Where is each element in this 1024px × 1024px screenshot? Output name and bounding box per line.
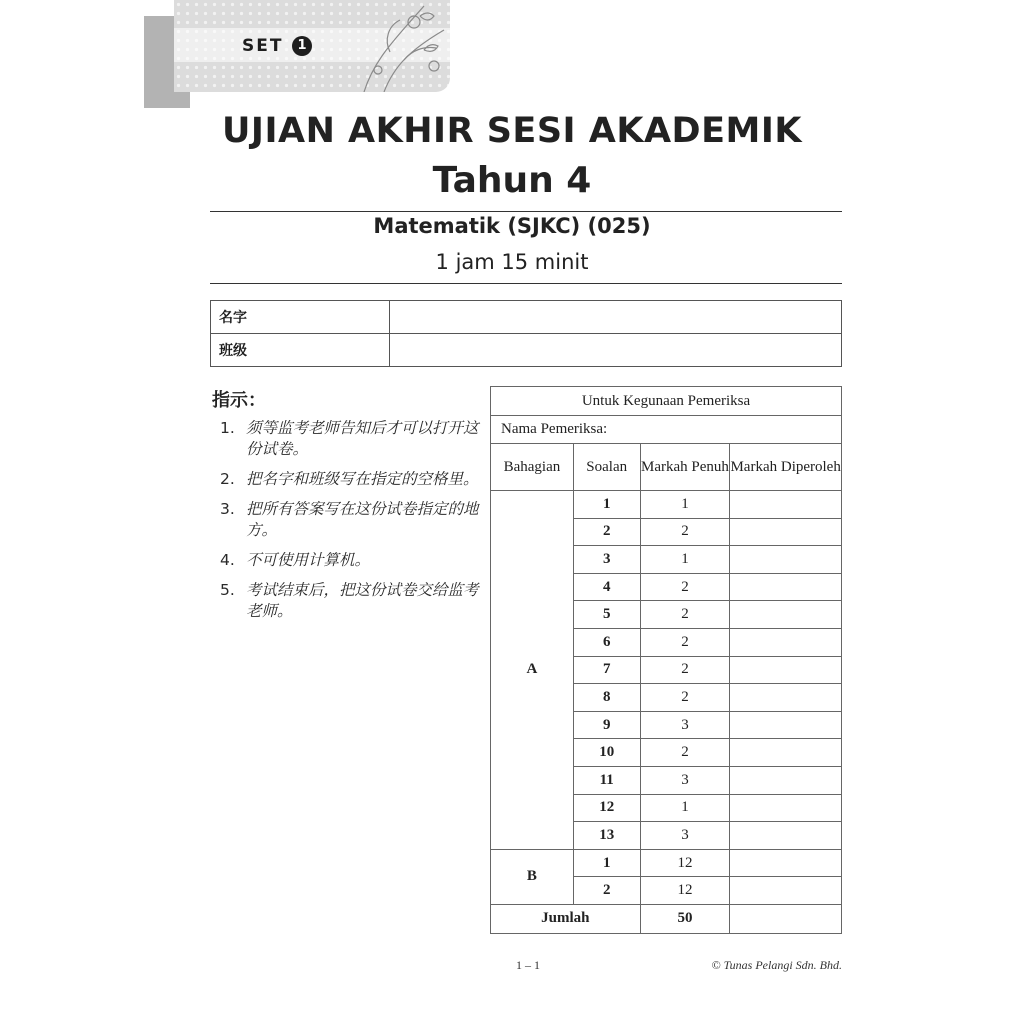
question-number: 8	[573, 684, 640, 712]
obtained-marks-cell[interactable]	[730, 684, 842, 712]
page-number: 1 – 1	[516, 958, 540, 972]
obtained-marks-cell[interactable]	[730, 491, 842, 519]
question-number: 9	[573, 711, 640, 739]
examiner-name-label: Nama Pemeriksa:	[491, 416, 842, 444]
instruction-item: 2. 把名字和班级写在指定的空格里。	[220, 470, 479, 488]
question-number: 13	[573, 822, 640, 850]
total-marks: 50	[640, 904, 730, 933]
instruction-item: 5. 考试结束后，把这份试卷交给监考老师。	[220, 581, 479, 620]
instructions-list	[220, 418, 482, 631]
question-number: 3	[573, 546, 640, 574]
full-marks-cell: 2	[640, 573, 730, 601]
set-banner	[174, 0, 450, 92]
obtained-marks-cell[interactable]	[730, 601, 842, 629]
student-info-table	[210, 300, 842, 367]
obtained-marks-cell[interactable]	[730, 656, 842, 684]
obtained-marks-cell[interactable]	[730, 518, 842, 546]
section-b-label: B	[491, 849, 574, 904]
question-number: 10	[573, 739, 640, 767]
class-label: 班级	[211, 334, 390, 367]
instruction-item: 4. 不可使用计算机。	[220, 551, 371, 569]
question-number: 2	[573, 518, 640, 546]
full-marks-cell: 3	[640, 822, 730, 850]
header-full-marks: Markah Penuh	[640, 444, 730, 491]
floral-ornament-icon	[354, 0, 450, 92]
full-marks-cell: 2	[640, 684, 730, 712]
full-marks-cell: 2	[640, 628, 730, 656]
total-obtained-cell[interactable]	[730, 904, 842, 933]
table-row	[491, 849, 842, 877]
full-marks-cell: 12	[640, 877, 730, 905]
question-number: 5	[573, 601, 640, 629]
divider-bottom	[210, 283, 842, 284]
obtained-marks-cell[interactable]	[730, 822, 842, 850]
question-number: 1	[573, 849, 640, 877]
obtained-marks-cell[interactable]	[730, 546, 842, 574]
full-marks-cell: 12	[640, 849, 730, 877]
total-label: Jumlah	[491, 904, 641, 933]
obtained-marks-cell[interactable]	[730, 766, 842, 794]
total-row	[491, 904, 842, 933]
instruction-item: 1. 须等监考老师告知后才可以打开这份试卷。	[220, 419, 479, 458]
exam-year: Tahun 4	[432, 160, 592, 201]
full-marks-cell: 3	[640, 711, 730, 739]
set-number-badge: 1	[292, 36, 312, 56]
question-number: 1	[573, 491, 640, 519]
exam-title: UJIAN AKHIR SESI AKADEMIK	[222, 111, 802, 151]
header-section: Bahagian	[491, 444, 574, 491]
question-number: 6	[573, 628, 640, 656]
examiner-table	[490, 386, 842, 934]
obtained-marks-cell[interactable]	[730, 739, 842, 767]
full-marks-cell: 2	[640, 601, 730, 629]
header-question: Soalan	[573, 444, 640, 491]
question-number: 12	[573, 794, 640, 822]
set-label: SET	[242, 36, 284, 56]
copyright: © Tunas Pelangi Sdn. Bhd.	[711, 958, 842, 972]
class-field[interactable]	[390, 334, 842, 367]
obtained-marks-cell[interactable]	[730, 628, 842, 656]
full-marks-cell: 2	[640, 518, 730, 546]
obtained-marks-cell[interactable]	[730, 573, 842, 601]
question-number: 2	[573, 877, 640, 905]
instruction-item: 3. 把所有答案写在这份试卷指定的地方。	[220, 500, 479, 539]
obtained-marks-cell[interactable]	[730, 711, 842, 739]
name-label: 名字	[211, 301, 390, 334]
obtained-marks-cell[interactable]	[730, 849, 842, 877]
question-number: 7	[573, 656, 640, 684]
full-marks-cell: 3	[640, 766, 730, 794]
header-obtained-marks: Markah Diperoleh	[730, 444, 842, 491]
instructions-title: 指示：	[212, 390, 266, 411]
question-number: 4	[573, 573, 640, 601]
section-a-label: A	[491, 491, 574, 850]
obtained-marks-cell[interactable]	[730, 877, 842, 905]
full-marks-cell: 2	[640, 656, 730, 684]
divider-top	[210, 211, 842, 212]
full-marks-cell: 1	[640, 491, 730, 519]
full-marks-cell: 2	[640, 739, 730, 767]
exam-duration: 1 jam 15 minit	[435, 250, 589, 274]
examiner-table-title: Untuk Kegunaan Pemeriksa	[491, 387, 842, 416]
name-row	[211, 301, 842, 334]
obtained-marks-cell[interactable]	[730, 794, 842, 822]
question-number: 11	[573, 766, 640, 794]
full-marks-cell: 1	[640, 546, 730, 574]
name-field[interactable]	[390, 301, 842, 334]
full-marks-cell: 1	[640, 794, 730, 822]
exam-subject: Matematik (SJKC) (025)	[373, 214, 651, 238]
table-row	[491, 491, 842, 519]
class-row	[211, 334, 842, 367]
